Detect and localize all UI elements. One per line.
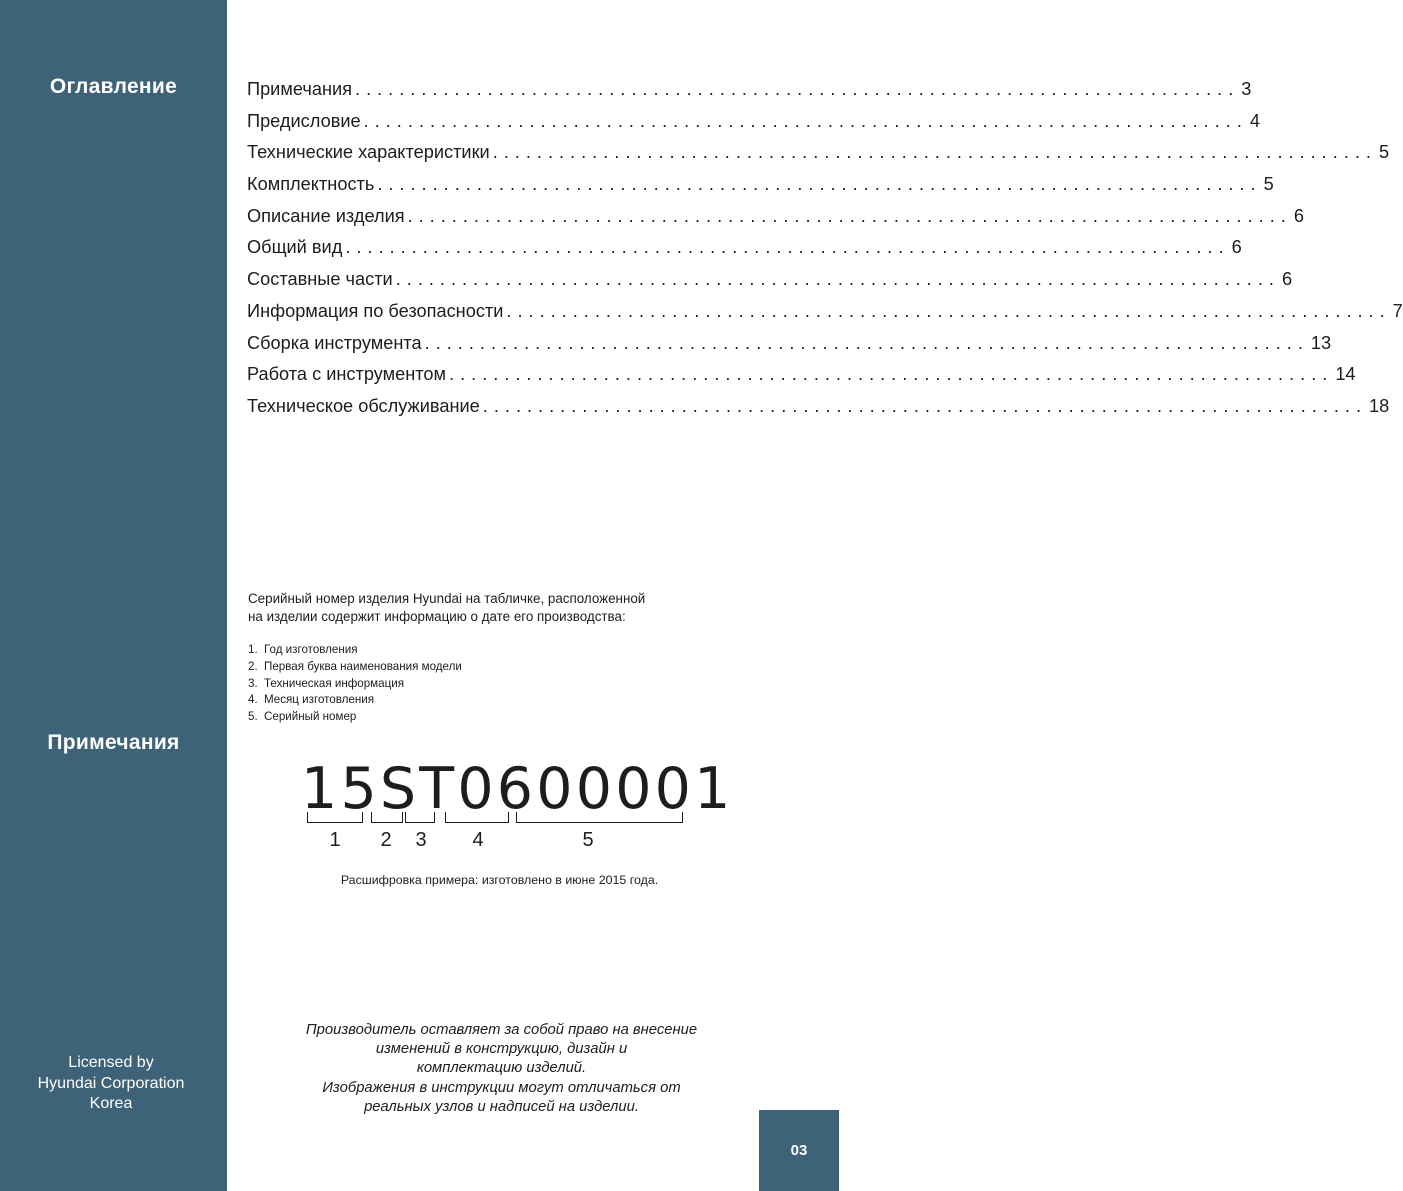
bracket-tech-info (405, 812, 435, 823)
serial-intro (248, 590, 718, 626)
bracket-month (445, 812, 509, 823)
toc-leader-dots: ................................................................................ (424, 332, 1309, 353)
list-item (248, 709, 648, 726)
toc-entry-page: 3 (1241, 79, 1252, 99)
toc-leader-dots: ................................................................................ (355, 79, 1240, 99)
toc-entry[interactable] (247, 269, 1293, 301)
list-item-number: 3. (248, 676, 258, 690)
toc-entry[interactable] (247, 395, 1390, 428)
list-item-text: Техническая информация (264, 676, 404, 690)
disclaimer-line: Изображения в инструкции могут отличаться от (322, 1079, 681, 1096)
disclaimer (263, 1021, 740, 1117)
serial-intro-line: Серийный номер изделия Hyundai на табличке, расположенной (248, 591, 646, 606)
list-item-text: Месяц изготовления (264, 693, 375, 707)
toc-heading: Оглавление (49, 75, 178, 98)
toc-leader-dots: ................................................................................ (395, 269, 1280, 290)
toc-entry[interactable] (247, 237, 1242, 269)
toc-entry-title: Комплектность (247, 174, 375, 195)
bracket-label: 3 (415, 829, 427, 851)
list-item-number: 1. (248, 643, 258, 656)
toc-entry-page: 13 (1310, 332, 1332, 353)
serial-intro-line: на изделии содержит информацию о дате его производства: (248, 609, 626, 624)
list-item (248, 659, 648, 676)
list-item-number: 4. (248, 693, 258, 707)
list-item-text: Год изготовления (264, 643, 358, 656)
toc-entry[interactable] (247, 364, 1356, 396)
toc-entry-page: 14 (1335, 364, 1356, 385)
toc-entry-title: Информация по безопасности (247, 300, 504, 321)
bracket-year (307, 812, 363, 823)
toc-leader-dots: ................................................................................ (449, 364, 1334, 385)
toc-entry[interactable] (247, 79, 1252, 111)
toc-entry-title: Примечания (247, 79, 353, 99)
bracket-label: 1 (329, 829, 341, 851)
toc-entry-title: Описание изделия (247, 205, 405, 226)
serial-decode-example: Расшифровка примера: изготовлено в июне 2015 года. (340, 873, 659, 887)
disclaimer-line: комплектацию изделий. (416, 1060, 587, 1077)
list-item-number: 2. (248, 659, 258, 673)
bracket-label: 2 (380, 829, 392, 851)
disclaimer-line: реальных узлов и надписей на изделии. (364, 1098, 639, 1115)
toc-entry[interactable] (247, 174, 1274, 206)
toc-entry[interactable] (247, 300, 1403, 333)
toc-leader-dots: ................................................................................ (407, 205, 1292, 226)
toc-entry-page: 5 (1263, 174, 1274, 195)
toc-entry-page: 18 (1369, 395, 1390, 416)
license-line: Korea (89, 1095, 133, 1112)
page-number: 03 (759, 1110, 839, 1191)
bracket-serial-number (516, 812, 683, 823)
toc-entry-title: Технические характеристики (247, 142, 490, 163)
toc-entry-title: Техническое обслуживание (247, 395, 480, 416)
notes-heading: Примечания (47, 731, 180, 754)
license-note (0, 1053, 222, 1115)
toc-entry-page: 7 (1392, 300, 1403, 321)
license-line: Hyundai Corporation (37, 1074, 185, 1092)
toc-entry-page: 6 (1293, 205, 1304, 226)
toc-entry[interactable] (247, 142, 1390, 174)
serial-example-code: 15ST0600001 (301, 756, 734, 822)
license-line: Licensed by (68, 1054, 154, 1071)
toc-entry-page: 6 (1231, 237, 1242, 258)
bracket-label: 5 (582, 829, 594, 851)
toc-entry-title: Предисловие (247, 110, 361, 131)
toc-leader-dots: ................................................................................ (345, 237, 1230, 258)
disclaimer-line: Производитель оставляет за собой право на внесение (305, 1022, 698, 1038)
bracket-label: 4 (472, 829, 484, 851)
toc-entry-page: 5 (1378, 142, 1390, 163)
toc-entry-page: 4 (1249, 110, 1261, 131)
toc-entry-title: Сборка инструмента (247, 332, 422, 353)
toc-entry-title: Составные части (247, 269, 393, 290)
sidebar (0, 0, 227, 1191)
toc-entry[interactable] (247, 205, 1304, 238)
list-item-text: Серийный номер (264, 710, 357, 724)
disclaimer-line: изменений в конструкцию, дизайн и (375, 1041, 628, 1058)
toc-entry-page: 6 (1281, 269, 1293, 290)
table-of-contents (247, 79, 1403, 428)
list-item-text: Первая буква наименования модели (264, 659, 462, 673)
toc-entry[interactable] (247, 332, 1332, 365)
toc-leader-dots: ................................................................................ (482, 395, 1368, 416)
serial-legend-list (248, 642, 648, 726)
list-item-number: 5. (248, 710, 258, 724)
toc-entry-title: Общий вид (247, 237, 343, 258)
toc-entry-title: Работа с инструментом (247, 364, 447, 385)
toc-leader-dots: ................................................................................ (506, 300, 1391, 321)
toc-leader-dots: ................................................................................ (492, 142, 1377, 163)
bracket-model-letter (371, 812, 403, 823)
list-item (248, 692, 648, 709)
toc-leader-dots: ................................................................................ (363, 110, 1248, 131)
toc-leader-dots: ................................................................................ (377, 174, 1262, 195)
list-item (248, 676, 648, 693)
list-item (248, 642, 648, 659)
toc-entry[interactable] (247, 110, 1261, 143)
